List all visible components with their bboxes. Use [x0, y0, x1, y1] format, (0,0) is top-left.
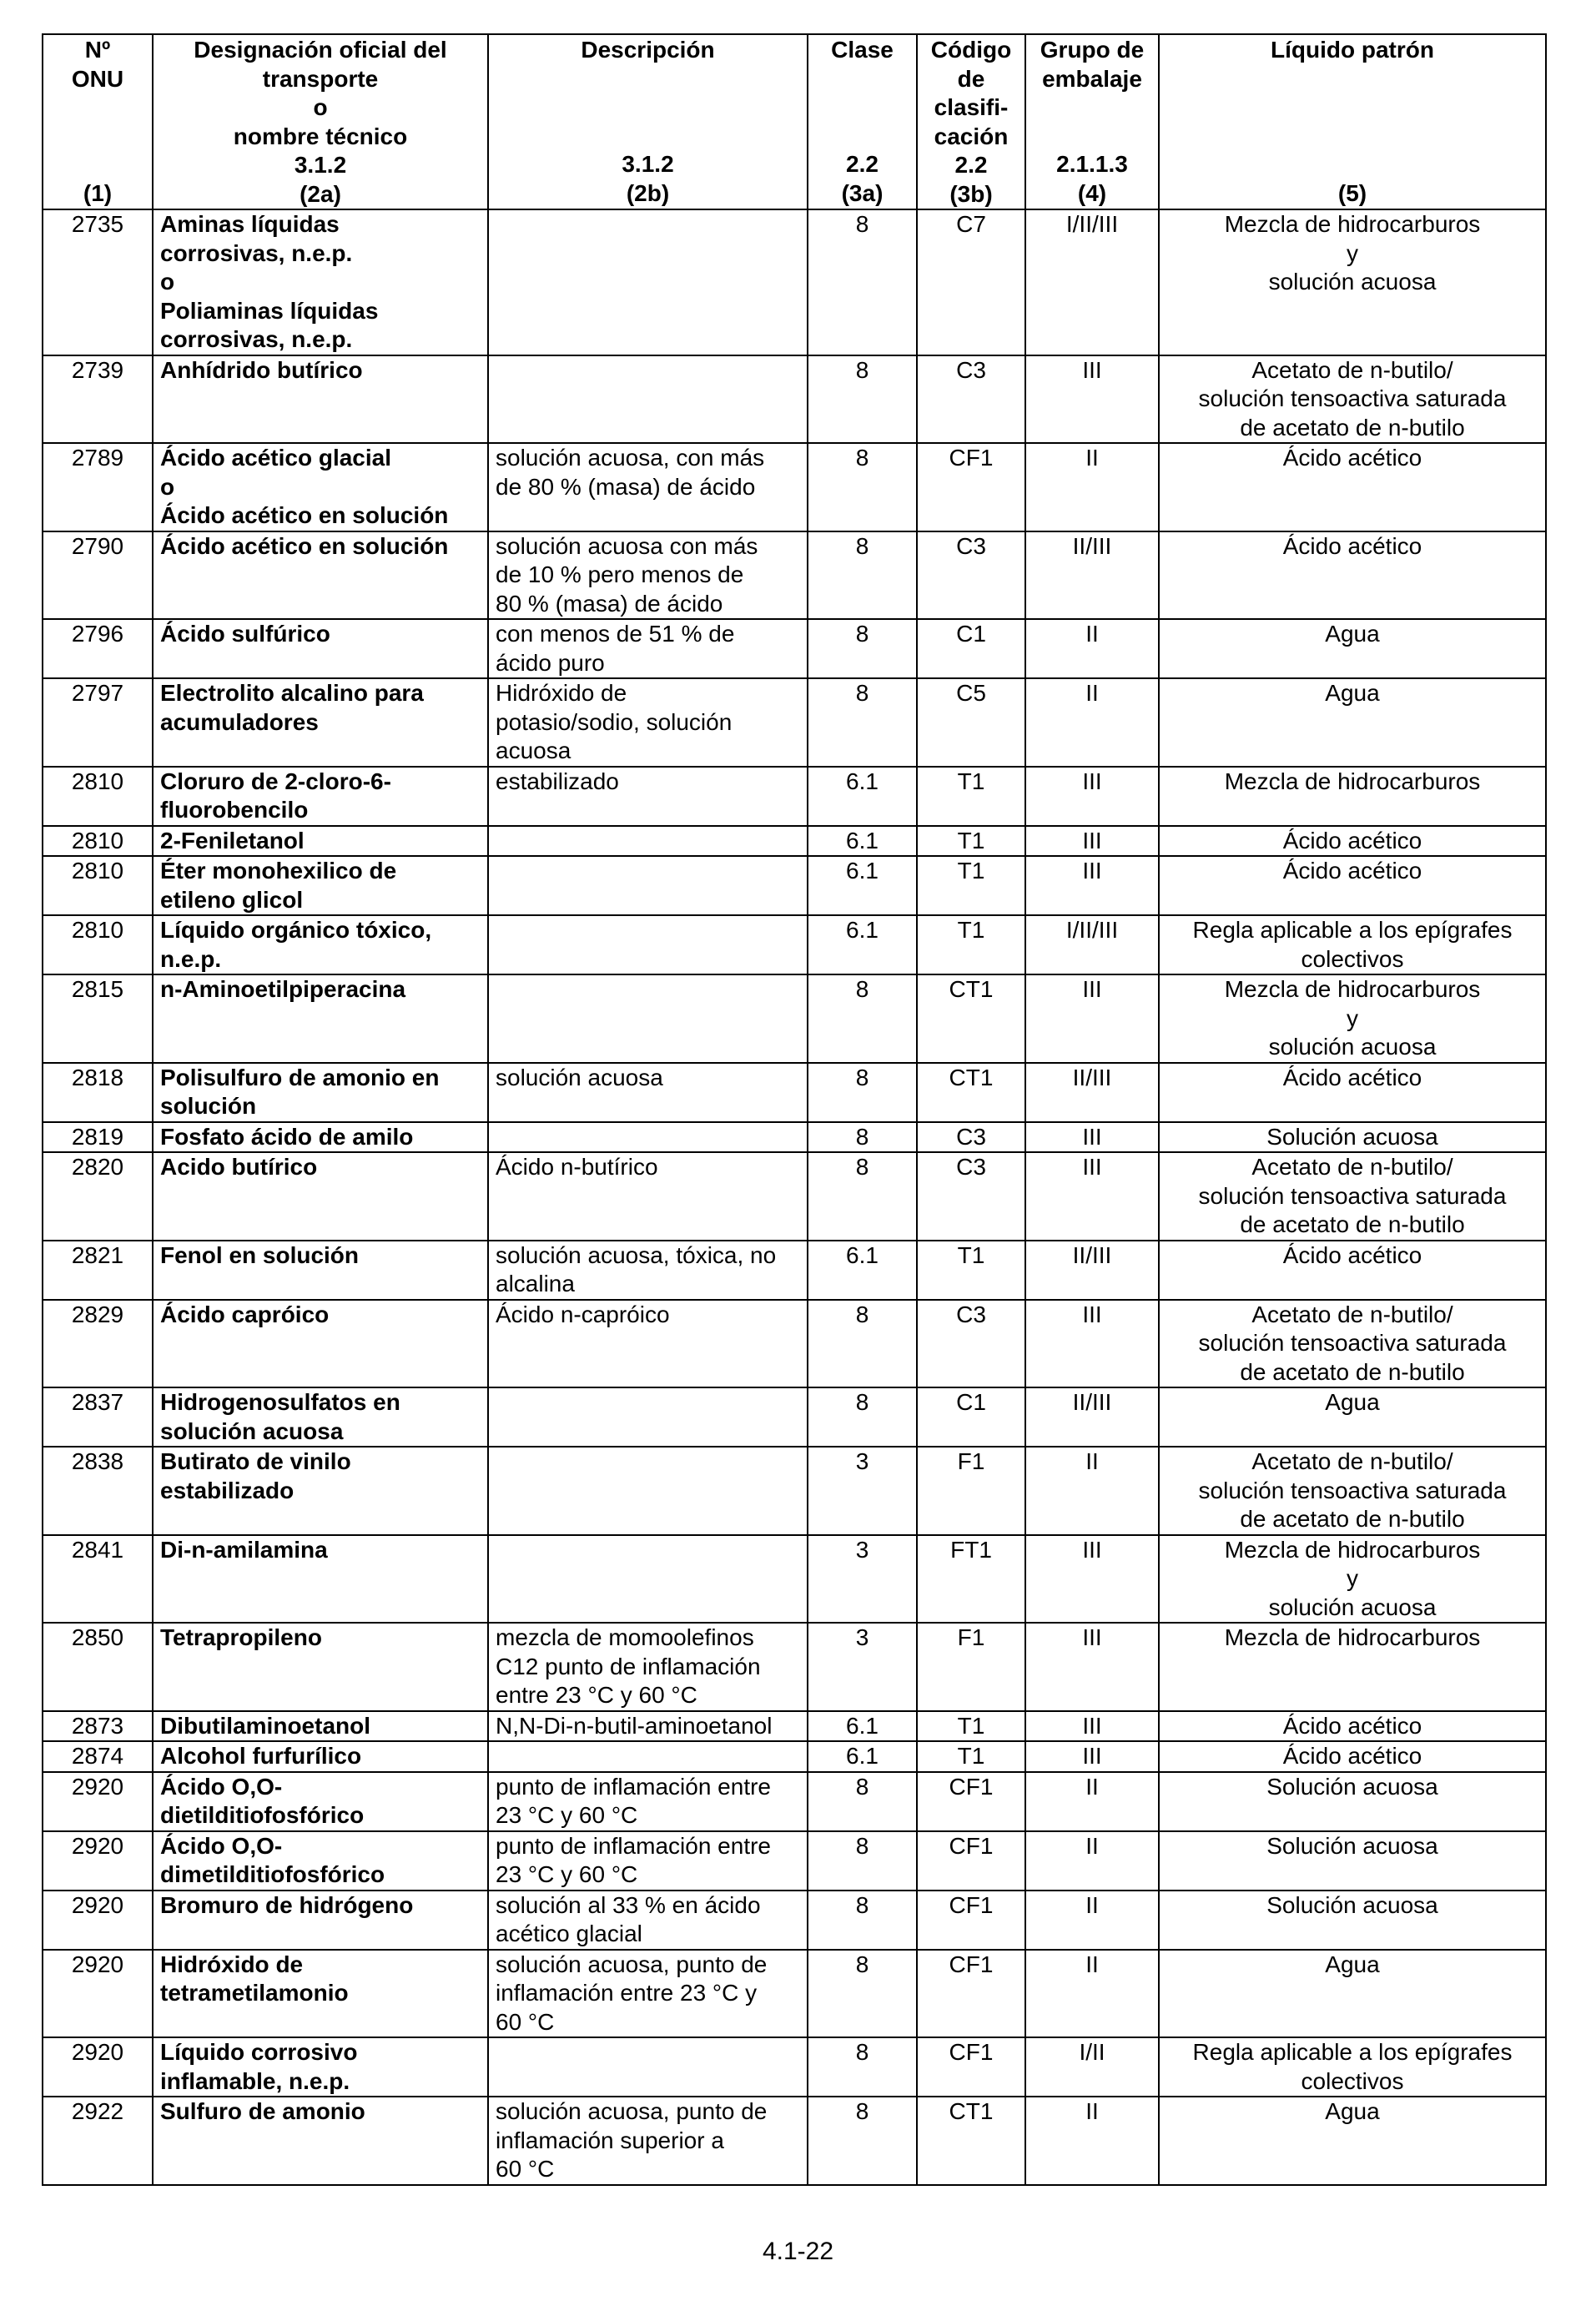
description-cell — [488, 355, 808, 444]
classification-code-cell: T1 — [917, 1741, 1025, 1772]
standard-liquid-cell: Agua — [1159, 1387, 1546, 1447]
class-cell: 8 — [808, 1950, 917, 2038]
un-number-cell: 2790 — [43, 531, 153, 620]
class-cell: 8 — [808, 531, 917, 620]
classification-code-cell: C5 — [917, 678, 1025, 767]
proper-shipping-name-cell: Ácido acético glacial o Ácido acético en solución — [153, 443, 488, 531]
classification-code-cell: C1 — [917, 619, 1025, 678]
header-row — [43, 34, 1546, 209]
un-number-cell: 2922 — [43, 2097, 153, 2185]
proper-shipping-name-cell: Fenol en solución — [153, 1241, 488, 1300]
standard-liquid-cell: Solución acuosa — [1159, 1891, 1546, 1950]
classification-code-cell: CF1 — [917, 1772, 1025, 1831]
classification-code-cell: FT1 — [917, 1535, 1025, 1624]
column-header-title: Grupo de embalaje — [1040, 37, 1145, 92]
un-number-cell: 2789 — [43, 443, 153, 531]
classification-code-cell: C1 — [917, 1387, 1025, 1447]
description-cell — [488, 1535, 808, 1624]
proper-shipping-name-cell: 2-Feniletanol — [153, 826, 488, 857]
description-cell — [488, 856, 808, 915]
class-cell: 8 — [808, 2037, 917, 2097]
table-row — [43, 915, 1546, 974]
table-row — [43, 1891, 1546, 1950]
table-row — [43, 1711, 1546, 1742]
classification-code-cell: CF1 — [917, 2037, 1025, 2097]
column-header-number: (4) — [1077, 179, 1107, 206]
class-cell: 6.1 — [808, 1241, 917, 1300]
table-row — [43, 1623, 1546, 1711]
class-cell: 3 — [808, 1535, 917, 1624]
description-cell: solución al 33 % en ácido acético glacial — [488, 1891, 808, 1950]
description-cell: punto de inflamación entre 23 °C y 60 °C — [488, 1831, 808, 1891]
column-header-reference: 3.1.2 — [622, 151, 674, 177]
proper-shipping-name-cell: Hidróxido de tetrametilamonio — [153, 1950, 488, 2038]
column-header-number: (2a) — [300, 180, 341, 207]
classification-code-cell: F1 — [917, 1447, 1025, 1535]
classification-code-cell: CF1 — [917, 1950, 1025, 2038]
un-number-cell: 2850 — [43, 1623, 153, 1711]
column-header-title: Designación oficial del transporte o nombre técnico — [194, 37, 447, 149]
table-row — [43, 209, 1546, 355]
packing-group-cell: II/III — [1025, 1241, 1159, 1300]
proper-shipping-name-cell: Éter monohexilico de etileno glicol — [153, 856, 488, 915]
un-number-cell: 2810 — [43, 856, 153, 915]
class-cell: 8 — [808, 443, 917, 531]
packing-group-cell: III — [1025, 1535, 1159, 1624]
description-cell — [488, 915, 808, 974]
column-header-title: Descripción — [581, 37, 715, 63]
class-cell: 8 — [808, 619, 917, 678]
column-header-2 — [153, 34, 488, 209]
standard-liquid-cell: Ácido acético — [1159, 826, 1546, 857]
un-number-cell: 2810 — [43, 915, 153, 974]
un-number-cell: 2829 — [43, 1300, 153, 1388]
packing-group-cell: II — [1025, 1831, 1159, 1891]
proper-shipping-name-cell: Tetrapropileno — [153, 1623, 488, 1711]
column-header-number: (3b) — [949, 180, 993, 207]
column-header-7 — [1159, 34, 1546, 209]
table-row — [43, 974, 1546, 1063]
description-cell — [488, 974, 808, 1063]
classification-code-cell: C3 — [917, 531, 1025, 620]
standard-liquid-cell: Agua — [1159, 1950, 1546, 2038]
description-cell: mezcla de momoolefinos C12 punto de inflamación entre 23 °C y 60 °C — [488, 1623, 808, 1711]
packing-group-cell: I/II — [1025, 2037, 1159, 2097]
column-header-title: Clase — [831, 37, 894, 63]
packing-group-cell: II/III — [1025, 1387, 1159, 1447]
standard-liquid-cell: Ácido acético — [1159, 531, 1546, 620]
class-cell: 8 — [808, 1772, 917, 1831]
packing-group-cell: III — [1025, 1711, 1159, 1742]
proper-shipping-name-cell: Ácido O,O- dimetilditiofosfórico — [153, 1831, 488, 1891]
description-cell — [488, 1741, 808, 1772]
class-cell: 8 — [808, 1152, 917, 1241]
standard-liquid-cell: Mezcla de hidrocarburos — [1159, 767, 1546, 826]
column-header-title: Nº ONU — [71, 37, 124, 92]
table-row — [43, 1831, 1546, 1891]
packing-group-cell: I/II/III — [1025, 915, 1159, 974]
standard-liquid-cell: Acetato de n-butilo/ solución tensoactiva saturada de acetato de n-butilo — [1159, 1300, 1546, 1388]
un-number-cell: 2796 — [43, 619, 153, 678]
un-number-cell: 2874 — [43, 1741, 153, 1772]
classification-code-cell: CF1 — [917, 1891, 1025, 1950]
description-cell: N,N-Di-n-butil-aminoetanol — [488, 1711, 808, 1742]
proper-shipping-name-cell: Cloruro de 2-cloro-6- fluorobencilo — [153, 767, 488, 826]
proper-shipping-name-cell: Polisulfuro de amonio en solución — [153, 1063, 488, 1122]
column-header-3 — [488, 34, 808, 209]
un-number-cell: 2841 — [43, 1535, 153, 1624]
column-header-1 — [43, 34, 153, 209]
classification-code-cell: T1 — [917, 915, 1025, 974]
classification-code-cell: T1 — [917, 826, 1025, 857]
description-cell: punto de inflamación entre 23 °C y 60 °C — [488, 1772, 808, 1831]
packing-group-cell: III — [1025, 1300, 1159, 1388]
column-header-number: (1) — [83, 179, 113, 206]
proper-shipping-name-cell: Hidrogenosulfatos en solución acuosa — [153, 1387, 488, 1447]
proper-shipping-name-cell: Ácido acético en solución — [153, 531, 488, 620]
standard-liquid-cell: Regla aplicable a los epígrafes colectivos — [1159, 2037, 1546, 2097]
class-cell: 8 — [808, 678, 917, 767]
packing-group-cell: II — [1025, 1772, 1159, 1831]
class-cell: 8 — [808, 2097, 917, 2185]
class-cell: 6.1 — [808, 1711, 917, 1742]
column-header-reference: 3.1.2 — [294, 152, 347, 178]
packing-group-cell: II — [1025, 1447, 1159, 1535]
proper-shipping-name-cell: Sulfuro de amonio — [153, 2097, 488, 2185]
un-number-cell: 2920 — [43, 1831, 153, 1891]
class-cell: 8 — [808, 974, 917, 1063]
standard-liquid-cell: Solución acuosa — [1159, 1831, 1546, 1891]
proper-shipping-name-cell: Di-n-amilamina — [153, 1535, 488, 1624]
proper-shipping-name-cell: Aminas líquidas corrosivas, n.e.p. o Poliaminas líquidas corrosivas, n.e.p. — [153, 209, 488, 355]
packing-group-cell: II — [1025, 1891, 1159, 1950]
packing-group-cell: II/III — [1025, 531, 1159, 620]
table-row — [43, 2037, 1546, 2097]
standard-liquid-cell: Regla aplicable a los epígrafes colectivos — [1159, 915, 1546, 974]
packing-group-cell: III — [1025, 1623, 1159, 1711]
column-header-6 — [1025, 34, 1159, 209]
proper-shipping-name-cell: Bromuro de hidrógeno — [153, 1891, 488, 1950]
description-cell: solución acuosa, con más de 80 % (masa) de ácido — [488, 443, 808, 531]
table-row — [43, 1122, 1546, 1153]
classification-code-cell: C3 — [917, 355, 1025, 444]
packing-group-cell: II — [1025, 1950, 1159, 2038]
un-number-cell: 2815 — [43, 974, 153, 1063]
table-row — [43, 1300, 1546, 1388]
proper-shipping-name-cell: n-Aminoetilpiperacina — [153, 974, 488, 1063]
description-cell — [488, 1387, 808, 1447]
classification-code-cell: CT1 — [917, 1063, 1025, 1122]
proper-shipping-name-cell: Electrolito alcalino para acumuladores — [153, 678, 488, 767]
description-cell — [488, 1447, 808, 1535]
class-cell: 3 — [808, 1623, 917, 1711]
description-cell — [488, 209, 808, 355]
un-number-cell: 2920 — [43, 1891, 153, 1950]
standard-liquid-cell: Mezcla de hidrocarburos y solución acuosa — [1159, 1535, 1546, 1624]
un-number-cell: 2810 — [43, 826, 153, 857]
column-header-number: (2b) — [626, 179, 670, 206]
standard-liquid-cell: Acetato de n-butilo/ solución tensoactiva saturada de acetato de n-butilo — [1159, 355, 1546, 444]
class-cell: 8 — [808, 355, 917, 444]
proper-shipping-name-cell: Acido butírico — [153, 1152, 488, 1241]
classification-code-cell: T1 — [917, 1711, 1025, 1742]
description-cell — [488, 2037, 808, 2097]
standard-liquid-cell: Ácido acético — [1159, 856, 1546, 915]
standard-liquid-cell: Mezcla de hidrocarburos y solución acuosa — [1159, 209, 1546, 355]
description-cell: estabilizado — [488, 767, 808, 826]
column-header-reference: 2.2 — [954, 152, 988, 178]
un-number-cell: 2820 — [43, 1152, 153, 1241]
description-cell — [488, 826, 808, 857]
standard-liquid-cell: Agua — [1159, 678, 1546, 767]
description-cell: solución acuosa, punto de inflamación superior a 60 °C — [488, 2097, 808, 2185]
classification-code-cell: CF1 — [917, 1831, 1025, 1891]
proper-shipping-name-cell: Dibutilaminoetanol — [153, 1711, 488, 1742]
proper-shipping-name-cell: Butirato de vinilo estabilizado — [153, 1447, 488, 1535]
classification-code-cell: T1 — [917, 1241, 1025, 1300]
un-number-cell: 2739 — [43, 355, 153, 444]
un-number-cell: 2735 — [43, 209, 153, 355]
un-number-cell: 2821 — [43, 1241, 153, 1300]
description-cell: solución acuosa — [488, 1063, 808, 1122]
table-row — [43, 678, 1546, 767]
table-row — [43, 1447, 1546, 1535]
un-number-cell: 2920 — [43, 1950, 153, 2038]
class-cell: 8 — [808, 1387, 917, 1447]
proper-shipping-name-cell: Ácido O,O- dietilditiofosfórico — [153, 1772, 488, 1831]
class-cell: 6.1 — [808, 856, 917, 915]
standard-liquid-cell: Agua — [1159, 619, 1546, 678]
un-number-cell: 2920 — [43, 2037, 153, 2097]
table-row — [43, 826, 1546, 857]
proper-shipping-name-cell: Líquido corrosivo inflamable, n.e.p. — [153, 2037, 488, 2097]
un-number-cell: 2818 — [43, 1063, 153, 1122]
classification-code-cell: F1 — [917, 1623, 1025, 1711]
classification-code-cell: CT1 — [917, 974, 1025, 1063]
classification-code-cell: C3 — [917, 1152, 1025, 1241]
standard-liquid-cell: Ácido acético — [1159, 443, 1546, 531]
packing-group-cell: II — [1025, 443, 1159, 531]
class-cell: 6.1 — [808, 826, 917, 857]
class-cell: 8 — [808, 1831, 917, 1891]
classification-code-cell: C3 — [917, 1122, 1025, 1153]
standard-liquid-cell: Acetato de n-butilo/ solución tensoactiva saturada de acetato de n-butilo — [1159, 1447, 1546, 1535]
class-cell: 6.1 — [808, 767, 917, 826]
packing-group-cell: III — [1025, 826, 1159, 857]
column-header-number: (3a) — [841, 179, 884, 206]
packing-group-cell: II — [1025, 2097, 1159, 2185]
standard-liquid-cell: Agua — [1159, 2097, 1546, 2185]
standard-liquid-cell: Mezcla de hidrocarburos — [1159, 1623, 1546, 1711]
table-row — [43, 1741, 1546, 1772]
class-cell: 8 — [808, 1063, 917, 1122]
table-row — [43, 1152, 1546, 1241]
proper-shipping-name-cell: Ácido capróico — [153, 1300, 488, 1388]
table-body — [43, 209, 1546, 2185]
classification-code-cell: C7 — [917, 209, 1025, 355]
class-cell: 6.1 — [808, 1741, 917, 1772]
un-number-cell: 2819 — [43, 1122, 153, 1153]
un-number-cell: 2810 — [43, 767, 153, 826]
packing-group-cell: III — [1025, 856, 1159, 915]
table-row — [43, 355, 1546, 444]
proper-shipping-name-cell: Fosfato ácido de amilo — [153, 1122, 488, 1153]
proper-shipping-name-cell: Alcohol furfurílico — [153, 1741, 488, 1772]
description-cell — [488, 1122, 808, 1153]
table-row — [43, 1241, 1546, 1300]
table-row — [43, 619, 1546, 678]
table-row — [43, 1387, 1546, 1447]
proper-shipping-name-cell: Ácido sulfúrico — [153, 619, 488, 678]
standard-liquid-cell: Ácido acético — [1159, 1711, 1546, 1742]
class-cell: 8 — [808, 209, 917, 355]
un-number-cell: 2797 — [43, 678, 153, 767]
class-cell: 8 — [808, 1891, 917, 1950]
standard-liquid-cell: Solución acuosa — [1159, 1122, 1546, 1153]
packing-group-cell: II — [1025, 619, 1159, 678]
standard-liquids-table — [42, 33, 1547, 2186]
column-header-title: Líquido patrón — [1271, 37, 1434, 63]
classification-code-cell: CF1 — [917, 443, 1025, 531]
table-row — [43, 531, 1546, 620]
standard-liquid-cell: Ácido acético — [1159, 1741, 1546, 1772]
un-number-cell: 2873 — [43, 1711, 153, 1742]
description-cell: con menos de 51 % de ácido puro — [488, 619, 808, 678]
standard-liquid-cell: Mezcla de hidrocarburos y solución acuosa — [1159, 974, 1546, 1063]
description-cell: solución acuosa, tóxica, no alcalina — [488, 1241, 808, 1300]
class-cell: 8 — [808, 1300, 917, 1388]
proper-shipping-name-cell: Anhídrido butírico — [153, 355, 488, 444]
packing-group-cell: III — [1025, 974, 1159, 1063]
description-cell: Ácido n-capróico — [488, 1300, 808, 1388]
class-cell: 6.1 — [808, 915, 917, 974]
classification-code-cell: T1 — [917, 767, 1025, 826]
packing-group-cell: III — [1025, 1152, 1159, 1241]
table-row — [43, 1772, 1546, 1831]
un-number-cell: 2838 — [43, 1447, 153, 1535]
table-row — [43, 856, 1546, 915]
packing-group-cell: II/III — [1025, 1063, 1159, 1122]
table-row — [43, 1950, 1546, 2038]
description-cell: solución acuosa, punto de inflamación entre 23 °C y 60 °C — [488, 1950, 808, 2038]
page-number: 4.1-22 — [762, 2238, 834, 2265]
classification-code-cell: T1 — [917, 856, 1025, 915]
column-header-title: Código de clasifi- cación — [930, 37, 1012, 149]
packing-group-cell: III — [1025, 1122, 1159, 1153]
packing-group-cell: III — [1025, 767, 1159, 826]
class-cell: 8 — [808, 1122, 917, 1153]
table-row — [43, 1063, 1546, 1122]
class-cell: 3 — [808, 1447, 917, 1535]
packing-group-cell: III — [1025, 1741, 1159, 1772]
column-header-5 — [917, 34, 1025, 209]
description-cell: Ácido n-butírico — [488, 1152, 808, 1241]
table-row — [43, 443, 1546, 531]
table-row — [43, 2097, 1546, 2185]
packing-group-cell: I/II/III — [1025, 209, 1159, 355]
column-header-number: (5) — [1337, 179, 1367, 206]
description-cell: solución acuosa con más de 10 % pero menos de 80 % (masa) de ácido — [488, 531, 808, 620]
table-row — [43, 767, 1546, 826]
description-cell: Hidróxido de potasio/sodio, solución acuosa — [488, 678, 808, 767]
column-header-reference: 2.2 — [846, 151, 879, 177]
standard-liquid-cell: Acetato de n-butilo/ solución tensoactiva saturada de acetato de n-butilo — [1159, 1152, 1546, 1241]
classification-code-cell: C3 — [917, 1300, 1025, 1388]
table-row — [43, 1535, 1546, 1624]
classification-code-cell: CT1 — [917, 2097, 1025, 2185]
column-header-reference: 2.1.1.3 — [1056, 151, 1128, 177]
packing-group-cell: III — [1025, 355, 1159, 444]
standard-liquid-cell: Ácido acético — [1159, 1063, 1546, 1122]
column-header-4 — [808, 34, 917, 209]
un-number-cell: 2920 — [43, 1772, 153, 1831]
packing-group-cell: II — [1025, 678, 1159, 767]
standard-liquid-cell: Solución acuosa — [1159, 1772, 1546, 1831]
proper-shipping-name-cell: Líquido orgánico tóxico, n.e.p. — [153, 915, 488, 974]
standard-liquid-cell: Ácido acético — [1159, 1241, 1546, 1300]
un-number-cell: 2837 — [43, 1387, 153, 1447]
